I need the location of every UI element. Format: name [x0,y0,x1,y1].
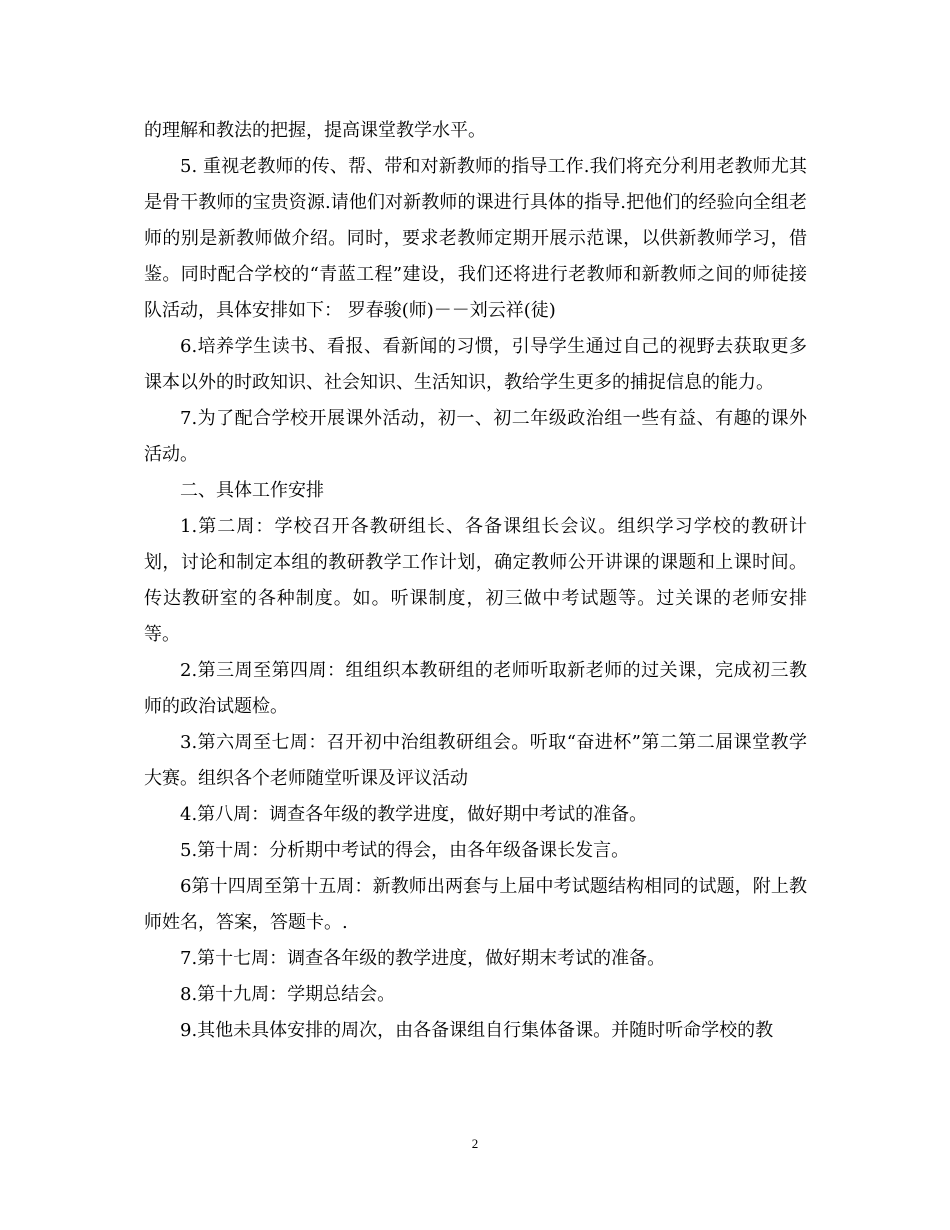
schedule-item-week-2: 1.第二周：学校召开各教研组长、各备课组长会议。组织学习学校的教研计划，讨论和制定本组的教研教学工作计划，确定教师公开讲课的课题和上课时间。传达教研室的各种制度。如。听课制度，初三做中考试题等。过关课的老师安排等。 [144,516,807,645]
section-heading-work-schedule: 二、具体工作安排 [180,480,324,501]
paragraph-continuation: 的理解和教法的把握，提高课堂教学水平。 [144,120,486,141]
schedule-item-other-weeks: 9.其他未具体安排的周次，由各备课组自行集体备课。并随时听命学校的教 [180,1020,774,1041]
schedule-item-week-10: 5.第十周：分析期中考试的得会，由各年级备课长发言。 [180,840,630,861]
paragraph-item-6-reading-habits: 6.培养学生读书、看报、看新闻的习惯，引导学生通过自己的视野去获取更多课本以外的时政知识、社会知识、生活知识，教给学生更多的捕捉信息的能力。 [144,336,807,393]
schedule-item-week-19: 8.第十九周：学期总结会。 [180,984,396,1005]
schedule-item-week-17: 7.第十七周：调查各年级的教学进度，做好期末考试的准备。 [180,948,666,969]
paragraph-item-5-mentoring: 5. 重视老教师的传、帮、带和对新教师的指导工作.我们将充分利用老教师尤其是骨干教师的宝贵资源.请他们对新教师的课进行具体的指导.把他们的经验向全组老师的别是新教师做介绍。同时，要求老教师定期开展示范课，以供新教师学习，借鉴。同时配合学校的“青蓝工程”建设，我们还将进行老教师和新教师之间的师徒接队活动，具体安排如下： 罗春骏(师)－－刘云祥(徒) [144,156,807,321]
schedule-item-week-8: 4.第八周：调查各年级的教学进度，做好期中考试的准备。 [180,804,648,825]
paragraph-item-7-activities: 7.为了配合学校开展课外活动，初一、初二年级政治组一些有益、有趣的课外活动。 [144,408,807,465]
page-number: 2 [471,1136,479,1151]
document-body [144,113,807,1049]
schedule-item-week-6-7: 3.第六周至七周：召开初中治组教研组会。听取“奋进杯”第二第二届课堂教学大赛。组织各个老师随堂听课及评议活动 [144,732,807,789]
schedule-item-week-14-15: 6第十四周至第十五周：新教师出两套与上届中考试题结构相同的试题，附上教师姓名，答案，答题卡。. [144,876,807,933]
schedule-item-week-3-4: 2.第三周至第四周：组组织本教研组的老师听取新老师的过关课，完成初三教师的政治试题检。 [144,660,807,717]
